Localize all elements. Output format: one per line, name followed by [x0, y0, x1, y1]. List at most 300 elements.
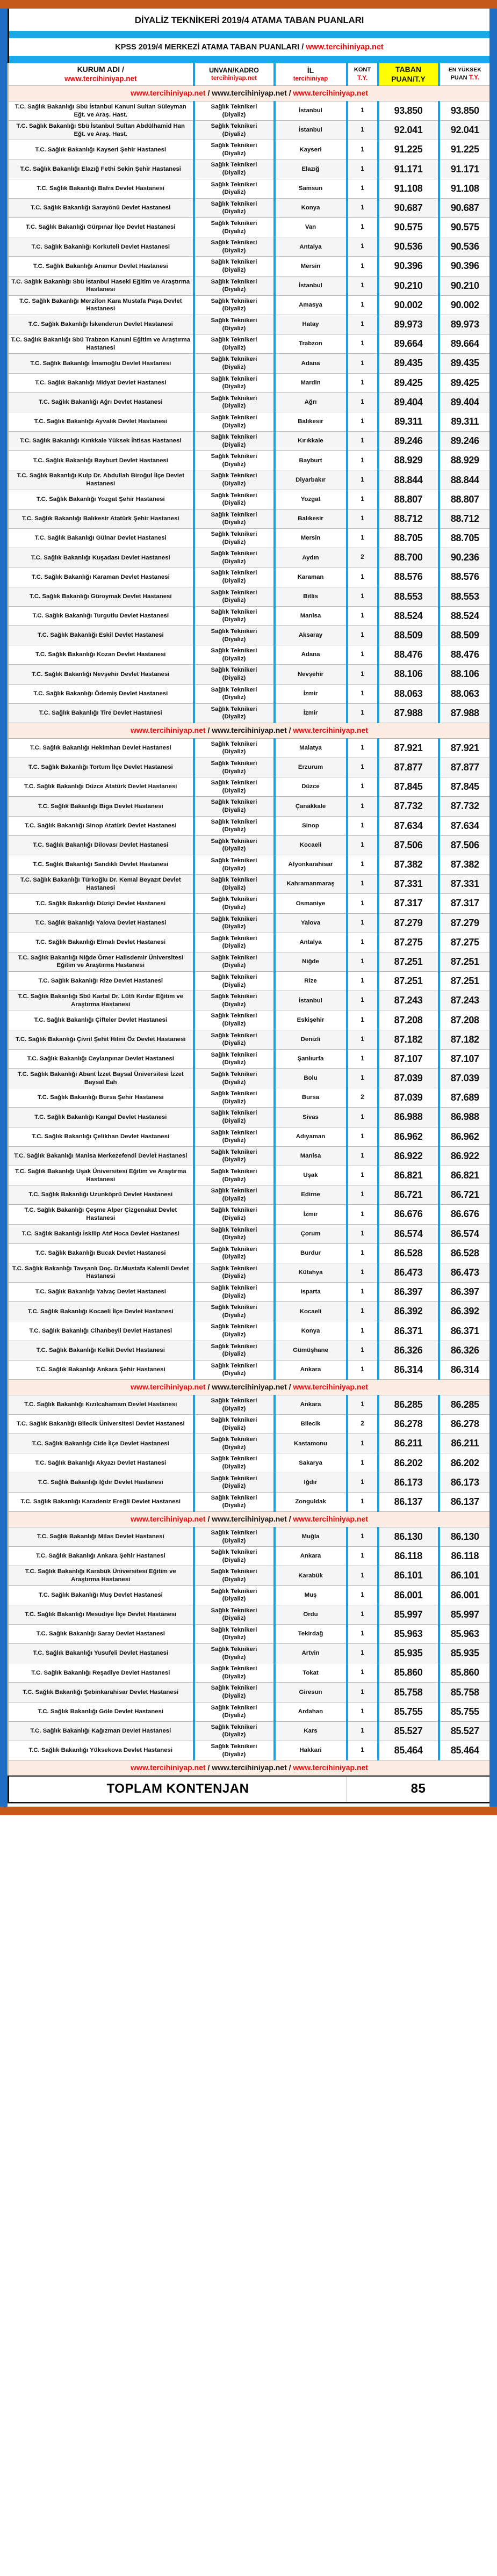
- cell-en-yuksek-puan: 87.331: [439, 875, 491, 894]
- unvan-line1: Sağlık Teknikeri: [211, 1417, 257, 1424]
- cell-kurum-adi: T.C. Sağlık Bakanlığı Eskil Devlet Hastanesi: [9, 625, 194, 645]
- cell-kurum-adi: T.C. Sağlık Bakanlığı Kağızman Devlet Hastanesi: [9, 1721, 194, 1741]
- unvan-line2: (Diyaliz): [222, 1483, 246, 1490]
- cell-il: Yozgat: [275, 490, 347, 509]
- unvan-line1: Sağlık Teknikeri: [211, 780, 257, 787]
- unvan-line1: Sağlık Teknikeri: [211, 1285, 257, 1292]
- table-row: [9, 952, 491, 971]
- promo-sep-1: /: [205, 725, 212, 734]
- cell-kontenjan: 1: [347, 777, 378, 797]
- cell-kurum-adi: T.C. Sağlık Bakanlığı Yalova Devlet Hastanesi: [9, 913, 194, 933]
- cell-unvan-kadro: [194, 1547, 275, 1566]
- unvan-line1: Sağlık Teknikeri: [211, 954, 257, 961]
- cell-taban-puan: 86.211: [378, 1434, 439, 1453]
- cell-unvan-kadro: [194, 1683, 275, 1702]
- cell-unvan-kadro: [194, 257, 275, 276]
- unvan-line1: Sağlık Teknikeri: [211, 647, 257, 654]
- unvan-line2: (Diyaliz): [222, 344, 246, 351]
- promo-text[interactable]: [9, 1380, 491, 1395]
- table-row: [9, 237, 491, 257]
- unvan-line2: (Diyaliz): [222, 1731, 246, 1738]
- promo-separator-row: [9, 723, 491, 738]
- cell-unvan-kadro: [194, 334, 275, 354]
- cell-kurum-adi: T.C. Sağlık Bakanlığı Cide İlçe Devlet Hastanesi: [9, 1434, 194, 1453]
- cell-il: Mersin: [275, 529, 347, 548]
- cell-kurum-adi: T.C. Sağlık Bakanlığı Elazığ Fethi Sekin Şehir Hastanesi: [9, 159, 194, 179]
- cell-unvan-kadro: [194, 354, 275, 373]
- cell-en-yuksek-puan: 85.860: [439, 1663, 491, 1683]
- cell-kurum-adi: T.C. Sağlık Bakanlığı Saray Devlet Hastanesi: [9, 1624, 194, 1643]
- unvan-line1: Sağlık Teknikeri: [211, 1013, 257, 1020]
- cell-il: İzmir: [275, 684, 347, 703]
- promo-link-3[interactable]: www.tercihiniyap.net: [293, 89, 368, 97]
- col-header-unvan-line2: tercihiniyap.net: [211, 75, 257, 82]
- cell-en-yuksek-puan: 87.506: [439, 835, 491, 855]
- bottom-spacer: [8, 1803, 489, 1807]
- table-row: [9, 1049, 491, 1068]
- cell-il: Kocaeli: [275, 1302, 347, 1321]
- cell-taban-puan: 87.251: [378, 952, 439, 971]
- cell-en-yuksek-puan: 87.279: [439, 913, 491, 933]
- cell-kontenjan: 1: [347, 625, 378, 645]
- cell-taban-puan: 85.935: [378, 1644, 439, 1663]
- table-row: [9, 567, 491, 587]
- cell-unvan-kadro: [194, 1243, 275, 1263]
- unvan-line2: (Diyaliz): [222, 1254, 246, 1261]
- cell-unvan-kadro: [194, 1434, 275, 1453]
- cell-kontenjan: 1: [347, 684, 378, 703]
- cell-taban-puan: 88.509: [378, 625, 439, 645]
- table-row: [9, 1108, 491, 1127]
- cell-il: Ağrı: [275, 392, 347, 412]
- unvan-line1: Sağlık Teknikeri: [211, 1188, 257, 1195]
- unvan-line2: (Diyaliz): [222, 1654, 246, 1661]
- cell-en-yuksek-puan: 90.536: [439, 237, 491, 257]
- unvan-line1: Sağlık Teknikeri: [211, 1475, 257, 1482]
- cell-il: Sivas: [275, 1108, 347, 1127]
- cell-kurum-adi: T.C. Sağlık Bakanlığı Yozgat Şehir Hastanesi: [9, 490, 194, 509]
- cell-kurum-adi: T.C. Sağlık Bakanlığı İmamoğlu Devlet Hastanesi: [9, 354, 194, 373]
- unvan-line1: Sağlık Teknikeri: [211, 1743, 257, 1750]
- unvan-line1: Sağlık Teknikeri: [211, 278, 257, 285]
- cell-taban-puan: 88.576: [378, 567, 439, 587]
- cell-en-yuksek-puan: 87.921: [439, 738, 491, 758]
- col-header-taban-line2: PUAN/T.Y: [391, 74, 426, 83]
- cell-taban-puan: 85.758: [378, 1683, 439, 1702]
- cell-kontenjan: 1: [347, 1624, 378, 1643]
- unvan-line2: (Diyaliz): [222, 1137, 246, 1144]
- cell-kontenjan: 1: [347, 1341, 378, 1360]
- unvan-line2: (Diyaliz): [222, 1331, 246, 1338]
- cell-kurum-adi: T.C. Sağlık Bakanlığı Nevşehir Devlet Hastanesi: [9, 665, 194, 684]
- cell-taban-puan: 86.001: [378, 1585, 439, 1605]
- cell-kurum-adi: T.C. Sağlık Bakanlığı Elmalı Devlet Hastanesi: [9, 933, 194, 952]
- unvan-line2: (Diyaliz): [222, 305, 246, 312]
- cell-kontenjan: 1: [347, 1473, 378, 1492]
- cell-kontenjan: 1: [347, 159, 378, 179]
- table-row: [9, 1185, 491, 1205]
- cell-taban-puan: 87.506: [378, 835, 439, 855]
- cell-en-yuksek-puan: 86.371: [439, 1321, 491, 1341]
- unvan-line2: (Diyaliz): [222, 1405, 246, 1412]
- cell-kontenjan: 1: [347, 1166, 378, 1185]
- cell-il: Mersin: [275, 257, 347, 276]
- cell-en-yuksek-puan: 86.574: [439, 1224, 491, 1243]
- promo-sep-1: /: [205, 89, 212, 97]
- unvan-line1: Sağlık Teknikeri: [211, 492, 257, 499]
- table-row: [9, 587, 491, 606]
- cell-unvan-kadro: [194, 1624, 275, 1643]
- unvan-line2: (Diyaliz): [222, 806, 246, 813]
- cell-il: Rize: [275, 972, 347, 991]
- cell-en-yuksek-puan: 88.705: [439, 529, 491, 548]
- cell-kurum-adi: T.C. Sağlık Bakanlığı Sbü İstanbul Kanuni Sultan Süleyman Eğt. ve Araş. Hast.: [9, 101, 194, 120]
- unvan-line2: (Diyaliz): [222, 111, 246, 118]
- cell-kurum-adi: T.C. Sağlık Bakanlığı Kulp Dr. Abdullah Biroğul İlçe Devlet Hastanesi: [9, 470, 194, 490]
- cell-taban-puan: 88.524: [378, 606, 439, 625]
- unvan-line1: Sağlık Teknikeri: [211, 1588, 257, 1595]
- cell-en-yuksek-puan: 90.210: [439, 276, 491, 295]
- cell-kurum-adi: T.C. Sağlık Bakanlığı Balıkesir Atatürk Şehir Hastanesi: [9, 509, 194, 528]
- cell-kurum-adi: T.C. Sağlık Bakanlığı Midyat Devlet Hastanesi: [9, 373, 194, 392]
- table-row: [9, 933, 491, 952]
- unvan-line2: (Diyaliz): [222, 1156, 246, 1163]
- cell-unvan-kadro: [194, 1069, 275, 1088]
- cell-kontenjan: 1: [347, 1243, 378, 1263]
- cell-kontenjan: 1: [347, 412, 378, 431]
- promo-sep-1: /: [205, 1382, 212, 1391]
- cell-kontenjan: 1: [347, 1585, 378, 1605]
- cell-unvan-kadro: [194, 797, 275, 816]
- cell-taban-puan: 86.676: [378, 1205, 439, 1224]
- cell-en-yuksek-puan: 88.553: [439, 587, 491, 606]
- cell-unvan-kadro: [194, 1302, 275, 1321]
- unvan-line1: Sağlık Teknikeri: [211, 220, 257, 227]
- cell-kontenjan: 1: [347, 529, 378, 548]
- cell-en-yuksek-puan: 88.524: [439, 606, 491, 625]
- unvan-line1: Sağlık Teknikeri: [211, 1129, 257, 1136]
- cell-kurum-adi: T.C. Sağlık Bakanlığı Dilovası Devlet Hastanesi: [9, 835, 194, 855]
- cell-unvan-kadro: [194, 567, 275, 587]
- cell-il: Hakkari: [275, 1741, 347, 1760]
- cell-unvan-kadro: [194, 1341, 275, 1360]
- cell-kontenjan: 1: [347, 295, 378, 315]
- cell-en-yuksek-puan: 86.922: [439, 1146, 491, 1166]
- cell-unvan-kadro: [194, 218, 275, 237]
- cell-taban-puan: 86.821: [378, 1166, 439, 1185]
- cell-unvan-kadro: [194, 875, 275, 894]
- table-row: [9, 1088, 491, 1108]
- promo-link-2[interactable]: www.tercihiniyap.net: [212, 89, 287, 97]
- cell-taban-puan: 86.278: [378, 1415, 439, 1434]
- cell-unvan-kadro: [194, 276, 275, 295]
- cell-unvan-kadro: [194, 1415, 275, 1434]
- cell-il: Karabük: [275, 1566, 347, 1585]
- table-row: [9, 373, 491, 392]
- cell-taban-puan: 88.712: [378, 509, 439, 528]
- cell-kontenjan: 1: [347, 1434, 378, 1453]
- unvan-line2: (Diyaliz): [222, 383, 246, 390]
- cell-unvan-kadro: [194, 1453, 275, 1473]
- cell-en-yuksek-puan: 86.326: [439, 1341, 491, 1360]
- cell-unvan-kadro: [194, 1473, 275, 1492]
- cell-taban-puan: 86.101: [378, 1566, 439, 1585]
- unvan-line1: Sağlık Teknikeri: [211, 1110, 257, 1117]
- cell-kurum-adi: T.C. Sağlık Bakanlığı Göle Devlet Hastanesi: [9, 1702, 194, 1721]
- cell-il: Afyonkarahisar: [275, 855, 347, 874]
- top-accent-bar: [0, 0, 497, 9]
- cell-kontenjan: 1: [347, 432, 378, 451]
- promo-text[interactable]: [9, 723, 491, 738]
- cell-taban-puan: 87.988: [378, 703, 439, 723]
- cell-il: Bitlis: [275, 587, 347, 606]
- cell-unvan-kadro: [194, 470, 275, 490]
- table-row: [9, 1243, 491, 1263]
- cell-il: Balıkesir: [275, 509, 347, 528]
- unvan-line2: (Diyaliz): [222, 247, 246, 254]
- cell-il: Nevşehir: [275, 665, 347, 684]
- unvan-line2: (Diyaliz): [222, 636, 246, 643]
- cell-kontenjan: 1: [347, 1263, 378, 1282]
- cell-il: Karaman: [275, 567, 347, 587]
- promo-link-2[interactable]: www.tercihiniyap.net: [212, 1515, 287, 1524]
- cell-en-yuksek-puan: 86.962: [439, 1127, 491, 1146]
- cell-en-yuksek-puan: 85.963: [439, 1624, 491, 1643]
- cell-unvan-kadro: [194, 665, 275, 684]
- table-row: [9, 835, 491, 855]
- unvan-line1: Sağlık Teknikeri: [211, 760, 257, 767]
- cell-taban-puan: 87.845: [378, 777, 439, 797]
- cell-taban-puan: 89.425: [378, 373, 439, 392]
- cell-kurum-adi: T.C. Sağlık Bakanlığı Uzunköprü Devlet Hastanesi: [9, 1185, 194, 1205]
- unvan-line1: Sağlık Teknikeri: [211, 896, 257, 903]
- table-row: [9, 875, 491, 894]
- promo-link-1[interactable]: www.tercihiniyap.net: [131, 1515, 206, 1524]
- table-row: [9, 1341, 491, 1360]
- cell-unvan-kadro: [194, 1741, 275, 1760]
- cell-il: Bolu: [275, 1069, 347, 1088]
- promo-link-3[interactable]: www.tercihiniyap.net: [293, 1382, 368, 1391]
- cell-kontenjan: 1: [347, 1527, 378, 1546]
- cell-unvan-kadro: [194, 758, 275, 777]
- cell-il: Muğla: [275, 1527, 347, 1546]
- cell-kontenjan: 1: [347, 1605, 378, 1624]
- cell-kontenjan: 1: [347, 738, 378, 758]
- promo-link-1[interactable]: www.tercihiniyap.net: [131, 89, 206, 97]
- table-row: [9, 1146, 491, 1166]
- cell-il: Gümüşhane: [275, 1341, 347, 1360]
- unvan-line2: (Diyaliz): [222, 286, 246, 293]
- cell-en-yuksek-puan: 86.314: [439, 1360, 491, 1379]
- cell-il: Erzurum: [275, 758, 347, 777]
- cell-en-yuksek-puan: 87.689: [439, 1088, 491, 1108]
- unvan-line2: (Diyaliz): [222, 1673, 246, 1680]
- unvan-line2: (Diyaliz): [222, 1615, 246, 1622]
- promo-text[interactable]: [9, 86, 491, 101]
- unvan-line2: (Diyaliz): [222, 1021, 246, 1028]
- cell-kontenjan: 1: [347, 1283, 378, 1302]
- cell-taban-puan: 88.700: [378, 548, 439, 567]
- cell-kontenjan: 1: [347, 257, 378, 276]
- table-row: [9, 1741, 491, 1760]
- cell-taban-puan: 88.807: [378, 490, 439, 509]
- table-row: [9, 295, 491, 315]
- cell-unvan-kadro: [194, 1185, 275, 1205]
- cell-il: Ordu: [275, 1605, 347, 1624]
- cell-unvan-kadro: [194, 101, 275, 120]
- promo-link-2[interactable]: www.tercihiniyap.net: [212, 1382, 287, 1391]
- unvan-line2: (Diyaliz): [222, 923, 246, 930]
- cell-kontenjan: 1: [347, 972, 378, 991]
- cyan-divider-bottom: [8, 56, 489, 63]
- cell-kontenjan: 1: [347, 1185, 378, 1205]
- cell-en-yuksek-puan: 86.202: [439, 1453, 491, 1473]
- cell-unvan-kadro: [194, 451, 275, 470]
- cell-kurum-adi: T.C. Sağlık Bakanlığı Çelikhan Devlet Hastanesi: [9, 1127, 194, 1146]
- cell-kurum-adi: T.C. Sağlık Bakanlığı Sbü İstanbul Sultan Abdülhamid Han Eğt. ve Araş. Hast.: [9, 121, 194, 140]
- unvan-line1: Sağlık Teknikeri: [211, 818, 257, 825]
- cell-taban-puan: 86.528: [378, 1243, 439, 1263]
- cell-unvan-kadro: [194, 1166, 275, 1185]
- table-row: [9, 1321, 491, 1341]
- cyan-divider-top: [8, 31, 489, 38]
- cell-kontenjan: 1: [347, 875, 378, 894]
- cell-taban-puan: 88.705: [378, 529, 439, 548]
- cell-kontenjan: 1: [347, 1127, 378, 1146]
- unvan-line1: Sağlık Teknikeri: [211, 1397, 257, 1404]
- table-row: [9, 1721, 491, 1741]
- cell-taban-puan: 87.877: [378, 758, 439, 777]
- promo-text[interactable]: [9, 1760, 491, 1776]
- cell-il: Kütahya: [275, 1263, 347, 1282]
- unvan-line2: (Diyaliz): [222, 787, 246, 794]
- cell-kontenjan: 2: [347, 1088, 378, 1108]
- cell-taban-puan: 89.246: [378, 432, 439, 451]
- unvan-line1: Sağlık Teknikeri: [211, 857, 257, 864]
- cell-kurum-adi: T.C. Sağlık Bakanlığı İskilip Atıf Hoca Devlet Hastanesi: [9, 1224, 194, 1243]
- table-row: [9, 1069, 491, 1088]
- promo-link-1[interactable]: www.tercihiniyap.net: [131, 725, 206, 734]
- cell-unvan-kadro: [194, 1088, 275, 1108]
- cell-taban-puan: 87.382: [378, 855, 439, 874]
- cell-kurum-adi: T.C. Sağlık Bakanlığı Ceylanpınar Devlet Hastanesi: [9, 1049, 194, 1068]
- unvan-line1: Sağlık Teknikeri: [211, 1265, 257, 1272]
- unvan-line1: Sağlık Teknikeri: [211, 1723, 257, 1730]
- cell-taban-puan: 87.921: [378, 738, 439, 758]
- cell-taban-puan: 90.575: [378, 218, 439, 237]
- cell-il: İstanbul: [275, 991, 347, 1010]
- cell-il: Bilecik: [275, 1415, 347, 1434]
- cell-kurum-adi: T.C. Sağlık Bakanlığı Ankara Şehir Hastanesi: [9, 1360, 194, 1379]
- cell-unvan-kadro: [194, 1263, 275, 1282]
- cell-kurum-adi: T.C. Sağlık Bakanlığı Mesudiye İlçe Devlet Hastanesi: [9, 1605, 194, 1624]
- promo-link-2[interactable]: www.tercihiniyap.net: [212, 725, 287, 734]
- cell-unvan-kadro: [194, 1644, 275, 1663]
- promo-text[interactable]: [9, 1512, 491, 1527]
- table-row: [9, 645, 491, 665]
- cell-taban-puan: 87.039: [378, 1088, 439, 1108]
- cell-taban-puan: 88.476: [378, 645, 439, 665]
- cell-kontenjan: 1: [347, 1146, 378, 1166]
- cell-en-yuksek-puan: 87.039: [439, 1069, 491, 1088]
- table-row: [9, 1415, 491, 1434]
- cell-unvan-kadro: [194, 295, 275, 315]
- cell-en-yuksek-puan: 92.041: [439, 121, 491, 140]
- col-header-taban-puan: [378, 63, 439, 86]
- cell-kurum-adi: T.C. Sağlık Bakanlığı Ayvalık Devlet Hastanesi: [9, 412, 194, 431]
- cell-kontenjan: 1: [347, 758, 378, 777]
- promo-link-1[interactable]: www.tercihiniyap.net: [131, 1763, 206, 1772]
- cell-unvan-kadro: [194, 1566, 275, 1585]
- promo-link-3[interactable]: www.tercihiniyap.net: [293, 1515, 368, 1524]
- unvan-line1: Sağlık Teknikeri: [211, 915, 257, 922]
- cell-taban-puan: 86.988: [378, 1108, 439, 1127]
- cell-kurum-adi: T.C. Sağlık Bakanlığı Akyazı Devlet Hastanesi: [9, 1453, 194, 1473]
- cell-kurum-adi: T.C. Sağlık Bakanlığı Sbü İstanbul Haseki Eğitim ve Araştırma Hastanesi: [9, 276, 194, 295]
- unvan-line2: (Diyaliz): [222, 1464, 246, 1471]
- cell-kontenjan: 1: [347, 121, 378, 140]
- subtitle-text: KPSS 2019/4 MERKEZİ ATAMA TABAN PUANLARI /: [115, 43, 306, 52]
- cell-il: Çorum: [275, 1224, 347, 1243]
- unvan-line1: Sağlık Teknikeri: [211, 799, 257, 806]
- cell-kurum-adi: T.C. Sağlık Bakanlığı Karaman Devlet Hastanesi: [9, 567, 194, 587]
- cell-il: Manisa: [275, 1146, 347, 1166]
- cell-taban-puan: 91.108: [378, 179, 439, 198]
- unvan-line2: (Diyaliz): [222, 539, 246, 545]
- cell-kontenjan: 1: [347, 315, 378, 334]
- unvan-line1: Sağlık Teknikeri: [211, 1207, 257, 1214]
- unvan-line2: (Diyaliz): [222, 1712, 246, 1719]
- cell-en-yuksek-puan: 88.576: [439, 567, 491, 587]
- cell-il: Ankara: [275, 1360, 347, 1379]
- col-header-kont-line1: KONT: [354, 67, 371, 74]
- cell-kurum-adi: T.C. Sağlık Bakanlığı Turgutlu Devlet Hastanesi: [9, 606, 194, 625]
- cell-taban-puan: 87.208: [378, 1010, 439, 1030]
- table-row: [9, 625, 491, 645]
- unvan-line1: Sağlık Teknikeri: [211, 1665, 257, 1672]
- cell-unvan-kadro: [194, 490, 275, 509]
- cell-kurum-adi: T.C. Sağlık Bakanlığı Kayseri Şehir Hastanesi: [9, 140, 194, 159]
- cell-kontenjan: 1: [347, 1702, 378, 1721]
- cell-kurum-adi: T.C. Sağlık Bakanlığı Karabük Üniversitesi Eğitim ve Araştırma Hastanesi: [9, 1566, 194, 1585]
- promo-link-3[interactable]: www.tercihiniyap.net: [293, 725, 368, 734]
- unvan-line1: Sağlık Teknikeri: [211, 877, 257, 884]
- cell-en-yuksek-puan: 87.317: [439, 894, 491, 913]
- cell-kontenjan: 1: [347, 913, 378, 933]
- cell-kurum-adi: T.C. Sağlık Bakanlığı Tavşanlı Doç. Dr.Mustafa Kalemli Devlet Hastanesi: [9, 1263, 194, 1282]
- unvan-line2: (Diyaliz): [222, 1117, 246, 1124]
- cell-kurum-adi: T.C. Sağlık Bakanlığı Kozan Devlet Hastanesi: [9, 645, 194, 665]
- cell-en-yuksek-puan: 87.251: [439, 972, 491, 991]
- cell-il: Adıyaman: [275, 1127, 347, 1146]
- cell-taban-puan: 90.002: [378, 295, 439, 315]
- total-kontenjan-value: 85: [347, 1776, 491, 1803]
- subtitle-site-link[interactable]: www.tercihiniyap.net: [306, 43, 384, 52]
- table-header: [9, 63, 491, 86]
- table-row: [9, 1663, 491, 1683]
- cell-il: Sakarya: [275, 1453, 347, 1473]
- cell-taban-puan: 89.404: [378, 392, 439, 412]
- cell-il: Eskişehir: [275, 1010, 347, 1030]
- promo-link-1[interactable]: www.tercihiniyap.net: [131, 1382, 206, 1391]
- cell-il: Balıkesir: [275, 412, 347, 431]
- unvan-line1: Sağlık Teknikeri: [211, 1626, 257, 1633]
- promo-link-2[interactable]: www.tercihiniyap.net: [212, 1763, 287, 1772]
- unvan-line1: Sağlık Teknikeri: [211, 123, 257, 130]
- promo-link-3[interactable]: www.tercihiniyap.net: [293, 1763, 368, 1772]
- cell-en-yuksek-puan: 86.821: [439, 1166, 491, 1185]
- cell-en-yuksek-puan: 86.211: [439, 1434, 491, 1453]
